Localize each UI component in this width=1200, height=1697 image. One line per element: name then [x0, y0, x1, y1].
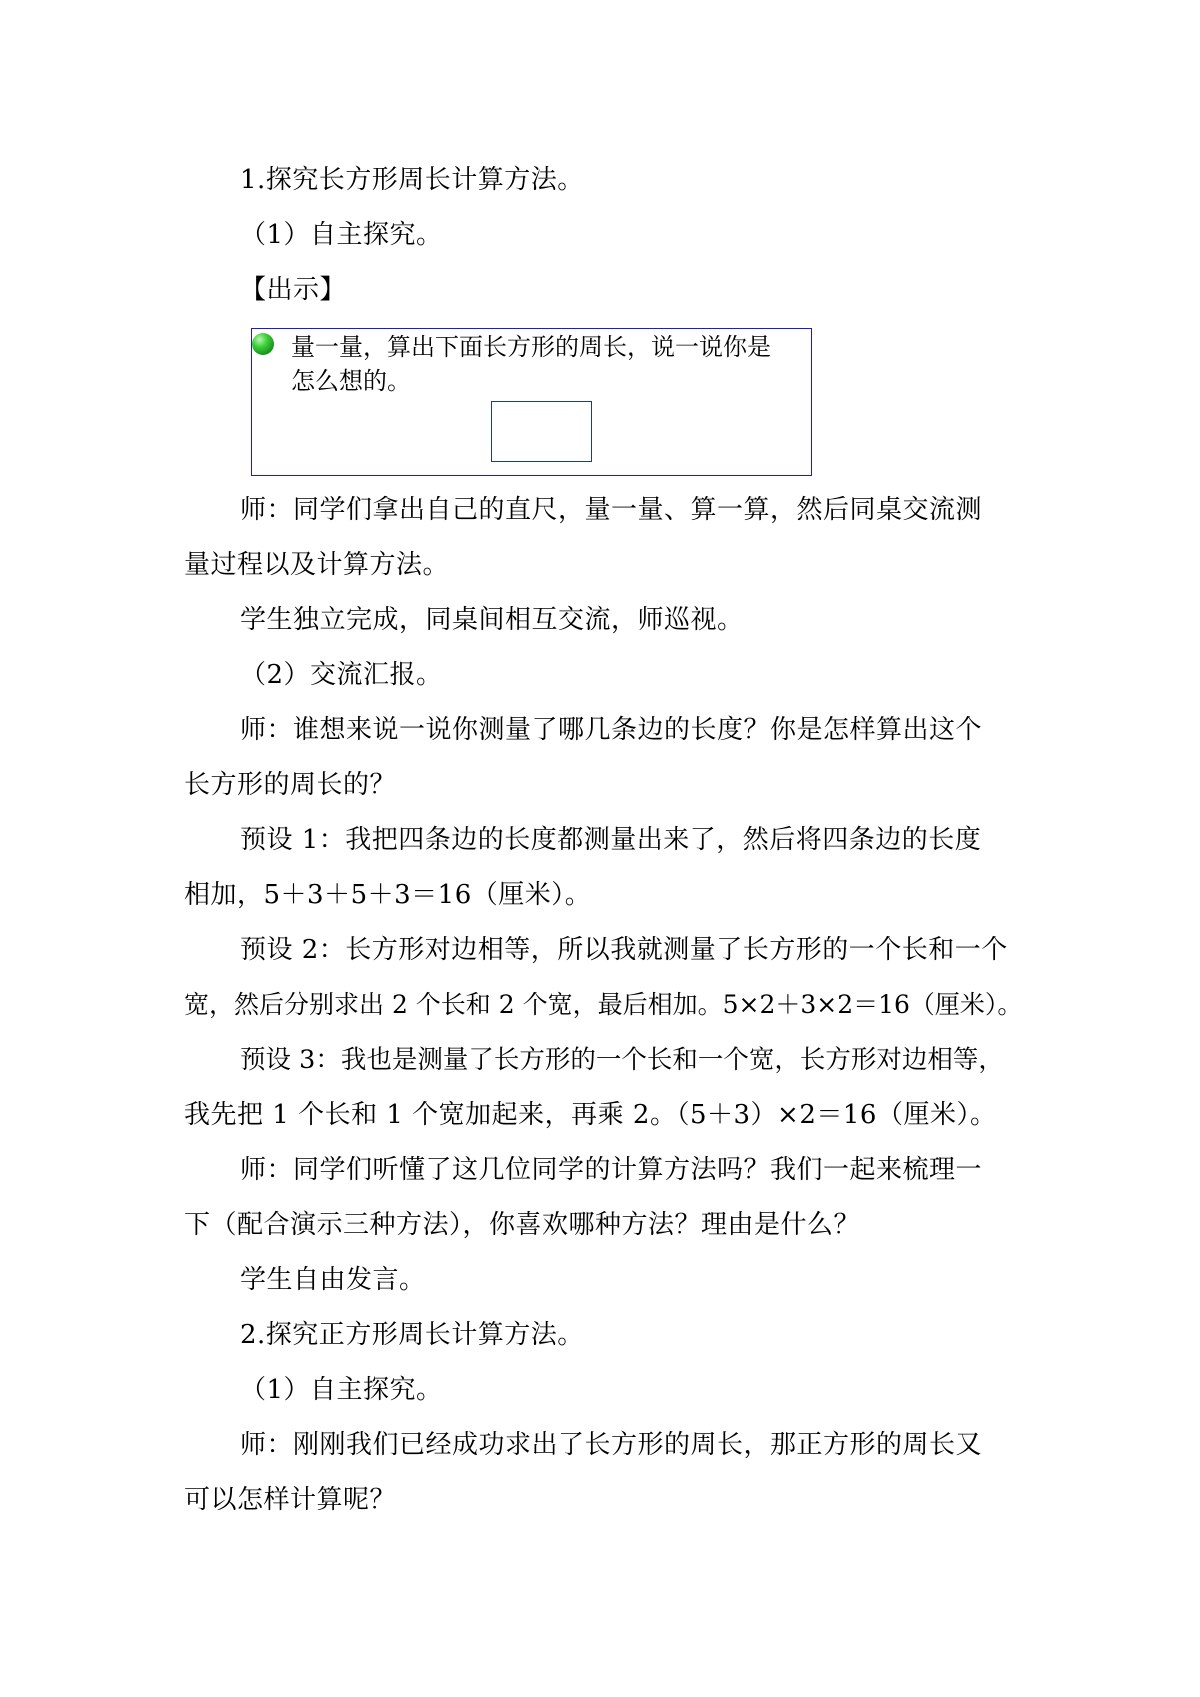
- paragraph-line: 师：刚刚我们已经成功求出了长方形的周长，那正方形的周长又: [240, 1430, 983, 1460]
- paragraph-line: 量过程以及计算方法。: [184, 550, 450, 580]
- paragraph-line: 可以怎样计算呢？: [184, 1485, 397, 1515]
- paragraph-line: 预设 1：我把四条边的长度都测量出来了，然后将四条边的长度: [240, 825, 982, 855]
- paragraph-line: 长方形的周长的？: [184, 770, 397, 800]
- green-bullet-icon: [252, 333, 274, 355]
- paragraph-line: 相加，5＋3＋5＋3＝16（厘米）。: [184, 880, 592, 910]
- paragraph-line: 学生自由发言。: [240, 1265, 426, 1295]
- show-label: 【出示】: [240, 275, 347, 305]
- subheading-report: （2）交流汇报。: [240, 660, 443, 690]
- subheading-self-explore: （1）自主探究。: [240, 220, 443, 250]
- paragraph-line: 预设 2：长方形对边相等，所以我就测量了长方形的一个长和一个: [240, 935, 1008, 965]
- section-heading-square: 2.探究正方形周长计算方法。: [240, 1320, 584, 1350]
- subheading-self-explore-2: （1）自主探究。: [240, 1375, 443, 1405]
- paragraph-line: 师：同学们拿出自己的直尺，量一量、算一算，然后同桌交流测: [240, 495, 983, 525]
- exercise-text-line1: 量一量，算出下面长方形的周长，说一说你是: [291, 333, 771, 361]
- rectangle-figure: [491, 401, 592, 462]
- paragraph-line: 学生独立完成，同桌间相互交流，师巡视。: [240, 605, 744, 635]
- exercise-text-line2: 怎么想的。: [291, 367, 411, 395]
- paragraph-line: 宽，然后分别求出 2 个长和 2 个宽，最后相加。5×2＋3×2＝16（厘米）。: [184, 990, 1023, 1019]
- paragraph-line: 我先把 1 个长和 1 个宽加起来，再乘 2。（5＋3）×2＝16（厘米）。: [184, 1100, 997, 1130]
- paragraph-line: 师：同学们听懂了这几位同学的计算方法吗？我们一起来梳理一: [240, 1155, 983, 1185]
- paragraph-line: 师：谁想来说一说你测量了哪几条边的长度？你是怎样算出这个: [240, 715, 983, 745]
- section-heading-rectangle: 1.探究长方形周长计算方法。: [240, 165, 584, 195]
- paragraph-line: 下（配合演示三种方法），你喜欢哪种方法？理由是什么？: [184, 1210, 861, 1240]
- paragraph-line: 预设 3：我也是测量了长方形的一个长和一个宽，长方形对边相等，: [240, 1045, 1004, 1075]
